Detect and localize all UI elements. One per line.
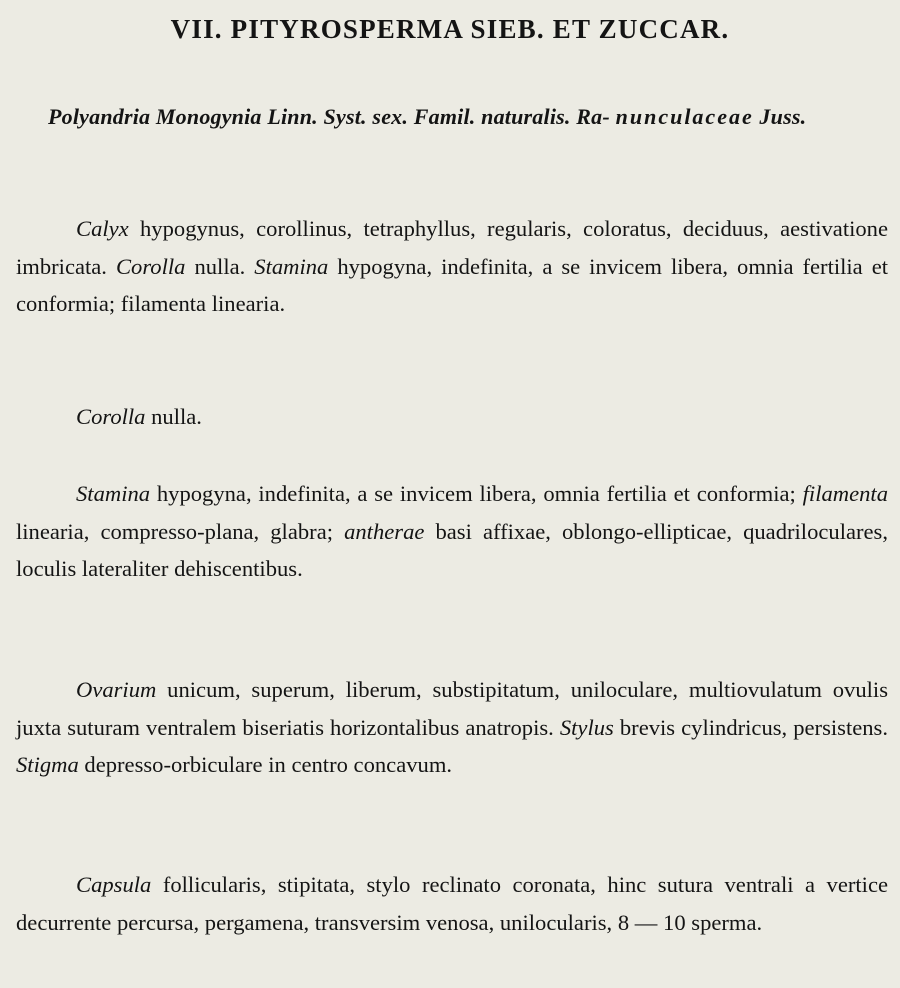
ovarium-text-3: depresso-orbiculare in centro concavum. <box>78 752 453 777</box>
term-antherae: antherae <box>344 518 425 544</box>
paragraph-ovarium <box>16 671 888 784</box>
classification-author: Juss. <box>753 104 807 129</box>
paragraph-calyx <box>16 210 888 323</box>
stamina-text-1: hypogyna, indefinita, a se invicem libera, omnia fertilia et conformia; <box>150 481 803 506</box>
page-title: VII. PITYROSPERMA SIEB. ET ZUCCAR. <box>170 14 730 44</box>
ovarium-text-2: brevis cylindricus, persistens. <box>613 714 888 740</box>
corolla-text-1: nulla. <box>145 404 202 429</box>
term-capsula: Capsula <box>76 872 152 897</box>
ovarium-text-1: unicum, superum, liberum, substipitatum, uniloculare, multiovulatum ovulis juxta suturam ventralem biseriatis horizontalibus anatropis. <box>16 677 888 740</box>
classification-line <box>48 98 888 135</box>
capsula-text-1: follicularis, stipitata, stylo reclinato coronata, hinc sutura ventrali a vertice decurrente percursa, pergamena, transversim venosa, unilocularis, 8 — 10 sperma. <box>16 872 888 935</box>
term-corolla: Corolla <box>115 253 186 279</box>
paragraph-capsula <box>16 866 888 941</box>
calyx-text-1: hypogynus, corollinus, tetraphyllus, regularis, coloratus, deciduus, aestivatione imbricata. <box>16 216 888 279</box>
term-calyx: Calyx <box>76 216 129 241</box>
calyx-text-3: hypogyna, indefinita, a se invicem libera, omnia fertilia et conformia; filamenta linearia. <box>16 253 889 316</box>
stamina-text-2: linearia, compresso-plana, glabra; <box>16 518 345 544</box>
paragraph-stamina <box>16 475 888 588</box>
term-corolla: Corolla <box>76 404 146 429</box>
calyx-text-2: nulla. <box>185 253 255 279</box>
paragraph-corolla <box>16 398 888 436</box>
term-ovarium: Ovarium <box>76 677 157 702</box>
term-stamina: Stamina <box>254 253 329 279</box>
term-filamenta: filamenta <box>802 481 888 506</box>
stamina-text-3: basi affixae, oblongo-ellipticae, quadriloculares, loculis lateraliter dehiscentibus. <box>16 518 888 581</box>
term-stamina: Stamina <box>76 481 151 506</box>
classification-family: nunculaceae <box>615 104 754 129</box>
term-stylus: Stylus <box>559 714 614 740</box>
classification-text: Polyandria Monogynia Linn. Syst. sex. Famil. naturalis. Ra- <box>48 104 610 129</box>
term-stigma: Stigma <box>16 752 79 777</box>
